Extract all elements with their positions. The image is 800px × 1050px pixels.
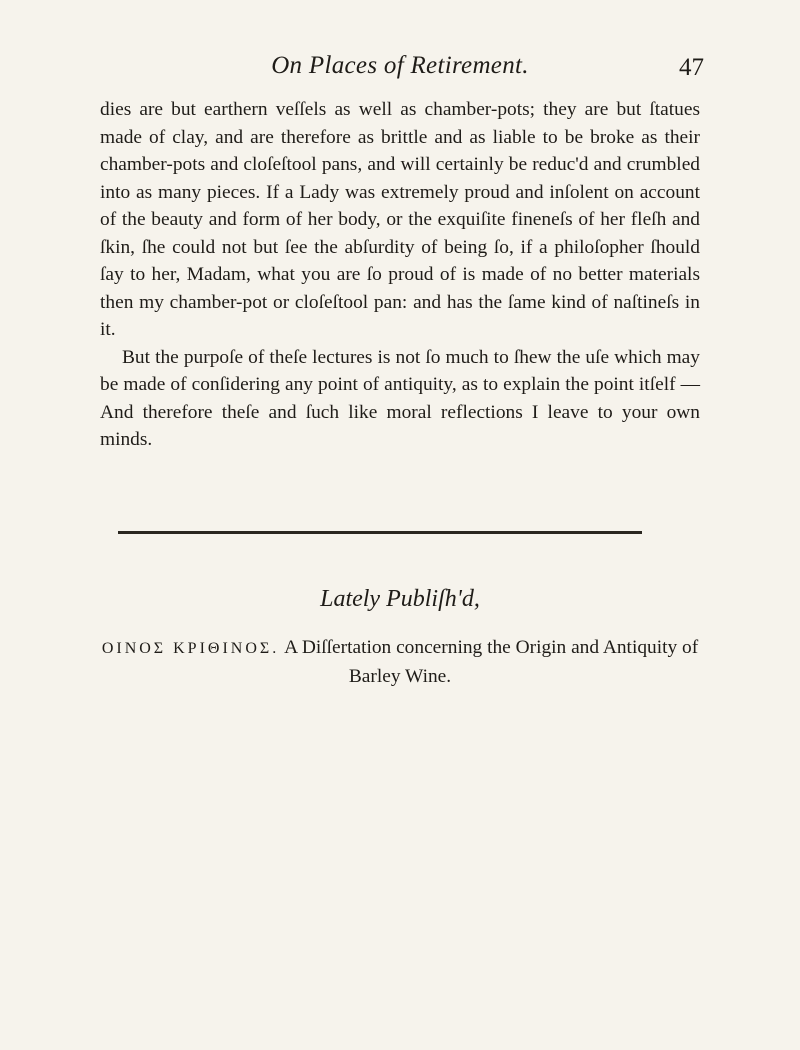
notice-heading: Lately Publiſh'd, [320, 586, 480, 612]
body-text [100, 96, 700, 454]
running-title: On Places of Retirement. [271, 52, 529, 79]
paragraph-2: But the purpoſe of theſe lectures is not ſo much to ſhew the uſe which may be made of conſidering any point of antiquity, as to explain the point itſelf — And therefore theſe and ſuch like moral reflections I leave to your own minds. [100, 346, 700, 450]
greek-title: ΟΙΝΟΣ ΚΡΙΘΙΝΟΣ. [101, 640, 280, 657]
notice-description: A Diſſertation concerning the Origin and Antiquity of Barley Wine. [284, 637, 699, 687]
page-number: 47 [679, 54, 704, 81]
section-divider [118, 531, 642, 534]
running-head [100, 52, 704, 86]
notice-entry [100, 634, 700, 690]
paragraph-1: dies are but earthern veſſels as well as chamber-pots; they are but ſtatues made of clay, and are therefore as brittle and as liable to be broke as their chamber-pots and cloſeſtool pans, and will certainly be reduc'd and crumbled into as many pieces. If a Lady was extremely proud and inſolent on account of the beauty and form of her body, or the exquiſite fineneſs of her fleſh and ſkin, ſhe could not but ſee the abſurdity of being ſo, if a philoſopher ſhould ſay to her, Madam, what you are ſo proud of is made of no better materials then my chamber-pot or cloſeſtool pan: and has the ſame kind of naſtineſs in it. [100, 99, 700, 340]
